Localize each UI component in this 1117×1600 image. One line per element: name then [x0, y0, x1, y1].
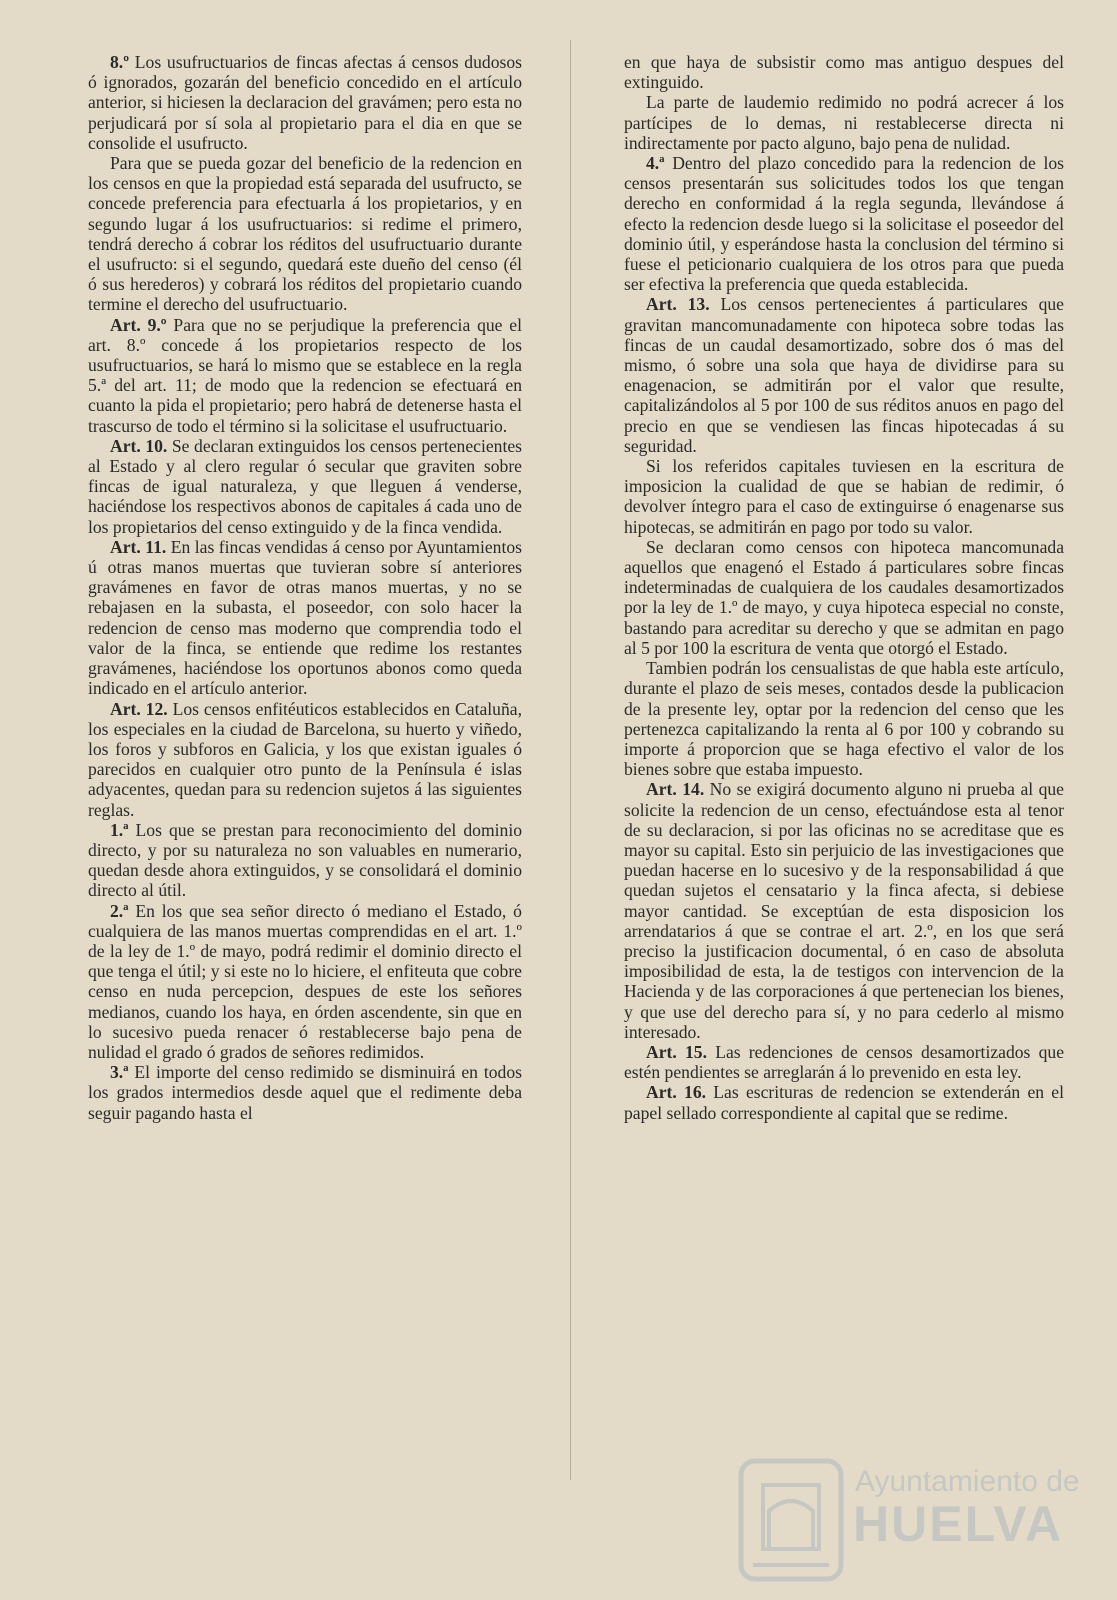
right-column — [624, 52, 1064, 1123]
paragraph — [88, 153, 522, 315]
watermark-line1: Ayuntamiento de — [855, 1465, 1080, 1498]
rule-number: 3.ª — [110, 1062, 129, 1083]
column-divider — [570, 40, 571, 1480]
rule-paragraph — [88, 52, 522, 153]
article-label: Art. 10. — [110, 435, 168, 456]
paragraph-text: Los usufructuarios de fincas afectas á censos dudosos ó ignorados, gozarán del beneficio concedido en el artículo anterior, si hiciesen la declaracion del gravámen; pero esta no perjudicará por sí sola al propietario para el dia en que se consolide el usufructo. — [88, 52, 522, 153]
rule-paragraph — [88, 901, 522, 1063]
paragraph — [624, 92, 1064, 153]
article-label: Art. 15. — [646, 1041, 707, 1062]
paragraph — [624, 537, 1064, 658]
paragraph-text: Las redenciones de censos desamortizados que estén pendientes se arreglarán á lo prevenido en esta ley. — [624, 1041, 1065, 1083]
article-label: Art. 12. — [110, 698, 168, 719]
rule-number: 2.ª — [110, 900, 129, 921]
article-label: Art. 13. — [646, 294, 710, 315]
article-paragraph — [88, 436, 522, 537]
paragraph-text: Si los referidos capitales tuviesen en la escritura de imposicion la cualidad de que se habian de redimir, ó devolver íntegro para el caso de extinguirse ó enagenarse sus hipotecas, se admitirán en pago por todo su valor. — [624, 456, 1064, 537]
city-emblem-icon — [735, 1455, 847, 1585]
paragraph-text: En las fincas vendidas á censo por Ayuntamientos ú otras manos muertas que tuvieran sobre sí anteriores gravámenes en favor de otras manos muertas, y no se rebajasen en la subasta, el poseedor, con solo hacer la redencion de censo mas moderno que comprendia todo el valor de la finca, se entiende que redime los restantes gravámenes, haciéndose los oportunos abonos como queda indicado en el artículo anterior. — [88, 536, 522, 699]
paragraph-text: Los que se prestan para reconocimiento del dominio directo, y por su naturaleza no son valuables en numerario, quedan desde ahora extinguidos, y se consolidará el dominio directo al útil. — [88, 819, 523, 901]
article-paragraph — [624, 1082, 1064, 1122]
article-paragraph — [88, 315, 522, 436]
paragraph-text: No se exigirá documento alguno ni prueba al que solicite la redencion de un censo, efectuándose esta al tenor de su declaracion, si por las oficinas no se acreditase que es mayor su capital. Esto sin perjuicio de las investigaciones que puedan hacerse en lo sucesivo y de la responsabilidad á que quedan sujetos el censatario y la finca afecta, si debiese mayor cantidad. Se exceptúan de esta disposicion los arrendatarios á que se contrae el art. 2.º, en los que será preciso la justificacion documental, ó en caso de absoluta imposibilidad de esta, la de testigos con intervencion de la Hacienda y de las corporaciones á que pertenecian los bienes, y que use del derecho para sí, y no para cederlo al mismo interesado. — [624, 779, 1064, 1042]
paragraph-text: En los que sea señor directo ó mediano el Estado, ó cualquiera de las manos muertas comprendidas en el art. 1.º de la ley de 1.º de mayo, podrá redimir el dominio directo el que tenga el útil; y si este no lo hiciere, el enfiteuta que cobre censo en nuda percepcion, despues de este los señores medianos, cuando los haya, en órden ascendente, sin que en lo sucesivo pueda renacer ó restablecerse bajo pena de nulidad el grado ó grados de señores redimidos. — [88, 900, 522, 1062]
paragraph-text: Se declaran como censos con hipoteca mancomunada aquellos que enagenó el Estado á particulares sobre fincas indeterminadas de cualquiera de los caudales desamortizados por la ley de 1.º de mayo, y cuya hipoteca especial no conste, bastando para acreditar su derecho y que se admitan en pago al 5 por 100 la escritura de venta que otorgó el Estado. — [624, 536, 1064, 658]
article-label: Art. 16. — [646, 1082, 707, 1103]
paragraph-text: Tambien podrán los censualistas de que habla este artículo, durante el plazo de seis meses, contados desde la publicacion de la presente ley, optar por la redencion del censo que les pertenezca capitalizando la renta al 6 por 100 y cobrando su importe á proporcion que se haga efectivo el valor de los bienes sobre que estaba impuesto. — [624, 658, 1064, 780]
paragraph — [624, 658, 1064, 779]
rule-number: 8.º — [110, 52, 130, 72]
article-paragraph — [88, 699, 522, 820]
paragraph-text: Las escrituras de redencion se extenderán en el papel sellado correspondiente al capital que se redime. — [624, 1082, 1064, 1123]
paragraph-text: Se declaran extinguidos los censos pertenecientes al Estado y al clero regular ó secular que graviten sobre fincas de igual naturaleza, y que lleguen á venderse, haciéndose los respectivos abonos de capitales á cada uno de los propietarios del censo extinguido y de la finca vendida. — [88, 435, 522, 537]
rule-paragraph — [88, 1062, 522, 1123]
rule-number: 4.ª — [646, 153, 665, 174]
paragraph — [624, 456, 1064, 537]
paragraph-text: en que haya de subsistir como mas antiguo despues del extinguido. — [624, 52, 1064, 93]
paragraph-text: La parte de laudemio redimido no podrá acrecer á los partícipes de lo demas, ni restablecerse directa ni indirectamente por pacto alguno, bajo pena de nulidad. — [624, 92, 1064, 153]
article-paragraph — [624, 1042, 1064, 1082]
left-column — [88, 52, 522, 1123]
article-label: Art. 11. — [110, 536, 167, 557]
article-label: Art. 9.º — [110, 314, 167, 335]
rule-number: 1.ª — [110, 819, 129, 840]
rule-paragraph — [624, 153, 1064, 294]
rule-paragraph — [88, 820, 522, 901]
paragraph-text: Los censos pertenecientes á particulares que gravitan mancomunadamente con hipoteca sobre todas las fincas de un caudal desamortizado, sobre dos ó mas del mismo, ó sobre una sola que haya de dividirse para su enagenacion, se admitirán por el valor que resulte, capitalizándolos al 5 por 100 de sus réditos anuos en pago del precio en que se vendiesen las fincas hipotecadas á su seguridad. — [624, 294, 1064, 456]
paragraph — [624, 52, 1064, 92]
paragraph-text: Para que se pueda gozar del beneficio de la redencion en los censos en que la propiedad está separada del usufructo, se concede preferencia para efectuarla á los propietarios, y en segundo lugar á los usufructuarios: si redime el primero, tendrá derecho á cobrar los réditos del usufructuario durante el usufructo: si el segundo, quedará este dueño del censo (él ó sus herederos) y cobrará los réditos del propietario cuando termine el derecho del usufructuario. — [88, 153, 522, 315]
paragraph-text: Para que no se perjudique la preferencia que el art. 8.º concede á los propietarios respecto de los usufructuarios, se hará lo mismo que se establece en la regla 5.ª del art. 11; de modo que la redencion se efectuará en cuanto la pida el propietario; pero habrá de detenerse hasta el trascurso de todo el término si la solicitase el usufructuario. — [88, 314, 522, 436]
ayuntamiento-huelva-watermark — [735, 1455, 1080, 1585]
paragraph-text: Dentro del plazo concedido para la redencion de los censos presentarán sus solicitudes todos los que tengan derecho en conformidad á la regla segunda, llevándose á efecto la redencion desde luego si la solicitase el poseedor del dominio útil, y esperándose hasta la conclusion del término si fuese el peticionario cualquiera de los otros para que pueda ser efectiva la preferencia que queda establecida. — [624, 153, 1064, 295]
article-paragraph — [624, 294, 1064, 456]
article-label: Art. 14. — [646, 779, 705, 800]
article-paragraph — [88, 537, 522, 699]
article-paragraph — [624, 779, 1064, 1042]
paragraph-text: El importe del censo redimido se disminuirá en todos los grados intermedios desde aquel que el redimente deba seguir pagando hasta el — [88, 1062, 522, 1123]
watermark-line2: HUELVA — [853, 1496, 1064, 1552]
paragraph-text: Los censos enfitéuticos establecidos en Cataluña, los especiales en la ciudad de Barcelona, su huerto y viñedo, los foros y subforos en Galicia, y los que existan iguales ó parecidos en cualquier otro punto de la Península é islas adyacentes, quedan para su redencion sujetos á las siguientes reglas. — [88, 698, 522, 820]
